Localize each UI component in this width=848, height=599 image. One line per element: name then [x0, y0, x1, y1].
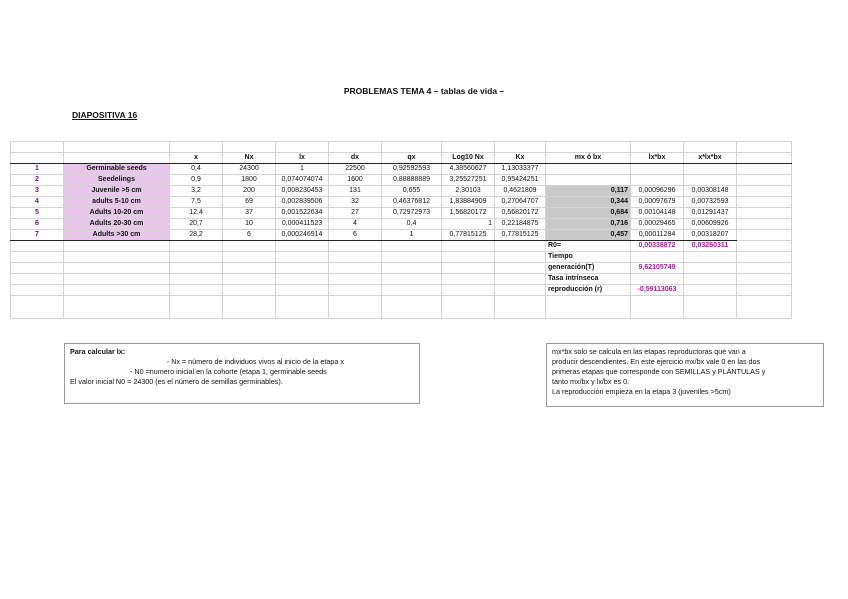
table-row	[11, 296, 792, 319]
cell-kx: 0,56820172	[495, 208, 546, 219]
cell-dx: 1600	[329, 175, 382, 186]
row-index: 7	[11, 230, 64, 241]
cell-lxbx: 0,00011284	[631, 230, 684, 241]
stage-name: Adults 20-30 cm	[64, 219, 170, 230]
cell-log: 1	[442, 219, 495, 230]
column-header: dx	[329, 153, 382, 164]
cell-qx: 0,655	[382, 186, 442, 197]
cell-nx: 37	[223, 208, 276, 219]
cell-dx: 27	[329, 208, 382, 219]
column-header: lx*bx	[631, 153, 684, 164]
cell-log: 1,83884909	[442, 197, 495, 208]
tasa-label-1: Tasa intrínseca	[546, 274, 631, 285]
cell-qx: 0,92592593	[382, 164, 442, 175]
cell-nx: 1800	[223, 175, 276, 186]
cell-kx: 0,95424251	[495, 175, 546, 186]
tasa-value: -0,59113063	[631, 285, 684, 296]
row-index: 1	[11, 164, 64, 175]
column-header: mx ó bx	[546, 153, 631, 164]
note-line: - N0 =numero inicial en la cohorte (etapa 1, germinable seeds	[130, 367, 327, 376]
cell-mx: 0,117	[546, 186, 631, 197]
cell-nx: 200	[223, 186, 276, 197]
cell-log: 4,38560627	[442, 164, 495, 175]
column-header: Kx	[495, 153, 546, 164]
cell-nx: 10	[223, 219, 276, 230]
column-header: x	[170, 153, 223, 164]
r0-xlxbx-value: 0,03260311	[684, 241, 737, 252]
note-line: Para calcular lx:	[70, 347, 126, 356]
cell-lxbx	[631, 164, 684, 175]
summary-row-tiempo	[11, 252, 792, 263]
cell-nx: 6	[223, 230, 276, 241]
row-index: 4	[11, 197, 64, 208]
r0-lxbx-value: 0,00338872	[631, 241, 684, 252]
column-header: x*lx*bx	[684, 153, 737, 164]
cell-log: 3,25527251	[442, 175, 495, 186]
cell-lx: 0,001522634	[276, 208, 329, 219]
cell-lx: 0,074074074	[276, 175, 329, 186]
cell-dx: 131	[329, 186, 382, 197]
table-row	[11, 186, 792, 197]
cell-xlxbx	[684, 175, 737, 186]
stage-name: Seedelings	[64, 175, 170, 186]
cell-qx: 0,88888889	[382, 175, 442, 186]
cell-kx: 1,13033377	[495, 164, 546, 175]
cell-mx	[546, 175, 631, 186]
cell-dx: 4	[329, 219, 382, 230]
cell-lx: 0,000411523	[276, 219, 329, 230]
note-line: La reproducción empieza en la etapa 3 (juveniles >5cm)	[552, 387, 731, 396]
note-line: primeras etapas que corresponde con SEMILLAS y PLÁNTULAS y	[552, 367, 766, 376]
summary-row-tasa	[11, 274, 792, 285]
cell-mx: 0,684	[546, 208, 631, 219]
cell-kx: 0,4621809	[495, 186, 546, 197]
stage-name: Juvenile >5 cm	[64, 186, 170, 197]
stage-name: Germinable seeds	[64, 164, 170, 175]
cell-kx: 0,27064707	[495, 197, 546, 208]
row-index: 6	[11, 219, 64, 230]
table-header-row	[11, 153, 792, 164]
cell-qx: 0,4	[382, 219, 442, 230]
table-row	[11, 230, 792, 241]
page-title: PROBLEMAS TEMA 4 – tablas de vida –	[343, 86, 505, 96]
table-row	[11, 142, 792, 153]
cell-lx: 0,000246914	[276, 230, 329, 241]
cell-lxbx: 0,00104148	[631, 208, 684, 219]
cell-kx: 0,22184875	[495, 219, 546, 230]
cell-x: 12,4	[170, 208, 223, 219]
cell-mx: 0,457	[546, 230, 631, 241]
cell-nx: 24300	[223, 164, 276, 175]
cell-xlxbx: 0,00732593	[684, 197, 737, 208]
cell-lx: 0,002839506	[276, 197, 329, 208]
note-line: producir descendientes. En este ejercicio mx/bx vale 0 en las dos	[552, 357, 761, 366]
stage-name: adults 5-10 cm	[64, 197, 170, 208]
table-row	[11, 164, 792, 175]
cell-qx: 0,46376812	[382, 197, 442, 208]
cell-x: 0,9	[170, 175, 223, 186]
cell-xlxbx: 0,01291437	[684, 208, 737, 219]
note-box-lx	[64, 343, 420, 404]
tasa-label-2: reproducción (r)	[546, 285, 631, 296]
column-header: Log10 Nx	[442, 153, 495, 164]
cell-mx	[546, 164, 631, 175]
cell-log: 0,77815125	[442, 230, 495, 241]
table-row	[11, 175, 792, 186]
cell-lxbx	[631, 175, 684, 186]
note-line: - Nx = número de individuos vivos al inicio de la etapa x	[166, 357, 344, 366]
cell-dx: 6	[329, 230, 382, 241]
cell-x: 3,2	[170, 186, 223, 197]
tiempo-value: 9,62105749	[631, 263, 684, 274]
row-index: 2	[11, 175, 64, 186]
cell-dx: 22500	[329, 164, 382, 175]
cell-nx: 69	[223, 197, 276, 208]
cell-qx: 1	[382, 230, 442, 241]
tiempo-label-1: Tiempo	[546, 252, 631, 263]
row-index: 5	[11, 208, 64, 219]
cell-x: 20,7	[170, 219, 223, 230]
cell-lx: 0,008230453	[276, 186, 329, 197]
cell-log: 2,30103	[442, 186, 495, 197]
tiempo-label-2: generación(T)	[546, 263, 631, 274]
row-index: 3	[11, 186, 64, 197]
r0-label: R0=	[546, 241, 631, 252]
column-header: lx	[276, 153, 329, 164]
cell-x: 28,2	[170, 230, 223, 241]
cell-xlxbx	[684, 164, 737, 175]
table-row	[11, 208, 792, 219]
summary-row-tiempo-2	[11, 263, 792, 274]
cell-lx: 1	[276, 164, 329, 175]
column-header: qx	[382, 153, 442, 164]
note-line: tanto mx/bx y lx/bx es 0.	[552, 377, 630, 386]
cell-x: 7,5	[170, 197, 223, 208]
note-line: El valor inicial N0 = 24300 (es el número de semillas germinables).	[70, 377, 283, 386]
stage-name: Adults 10-20 cm	[64, 208, 170, 219]
cell-qx: 0,72972973	[382, 208, 442, 219]
cell-lxbx: 0,00029465	[631, 219, 684, 230]
cell-lxbx: 0,00096296	[631, 186, 684, 197]
cell-xlxbx: 0,00318207	[684, 230, 737, 241]
note-line: mx*bx solo se calcula en las etapas reproductoras que van a	[552, 347, 746, 356]
cell-x: 0,4	[170, 164, 223, 175]
cell-xlxbx: 0,00308148	[684, 186, 737, 197]
stage-name: Adults >30 cm	[64, 230, 170, 241]
life-table	[10, 141, 792, 319]
cell-mx: 0,716	[546, 219, 631, 230]
cell-mx: 0,344	[546, 197, 631, 208]
summary-row-r0	[11, 241, 792, 252]
section-heading: DIAPOSITIVA 16	[72, 110, 138, 120]
cell-dx: 32	[329, 197, 382, 208]
table-row	[11, 219, 792, 230]
cell-kx: 0,77815125	[495, 230, 546, 241]
summary-row-tasa-2	[11, 285, 792, 296]
cell-lxbx: 0,00097679	[631, 197, 684, 208]
table-row	[11, 197, 792, 208]
column-header: Nx	[223, 153, 276, 164]
cell-xlxbx: 0,00609926	[684, 219, 737, 230]
note-box-mx	[546, 343, 824, 407]
cell-log: 1,56820172	[442, 208, 495, 219]
